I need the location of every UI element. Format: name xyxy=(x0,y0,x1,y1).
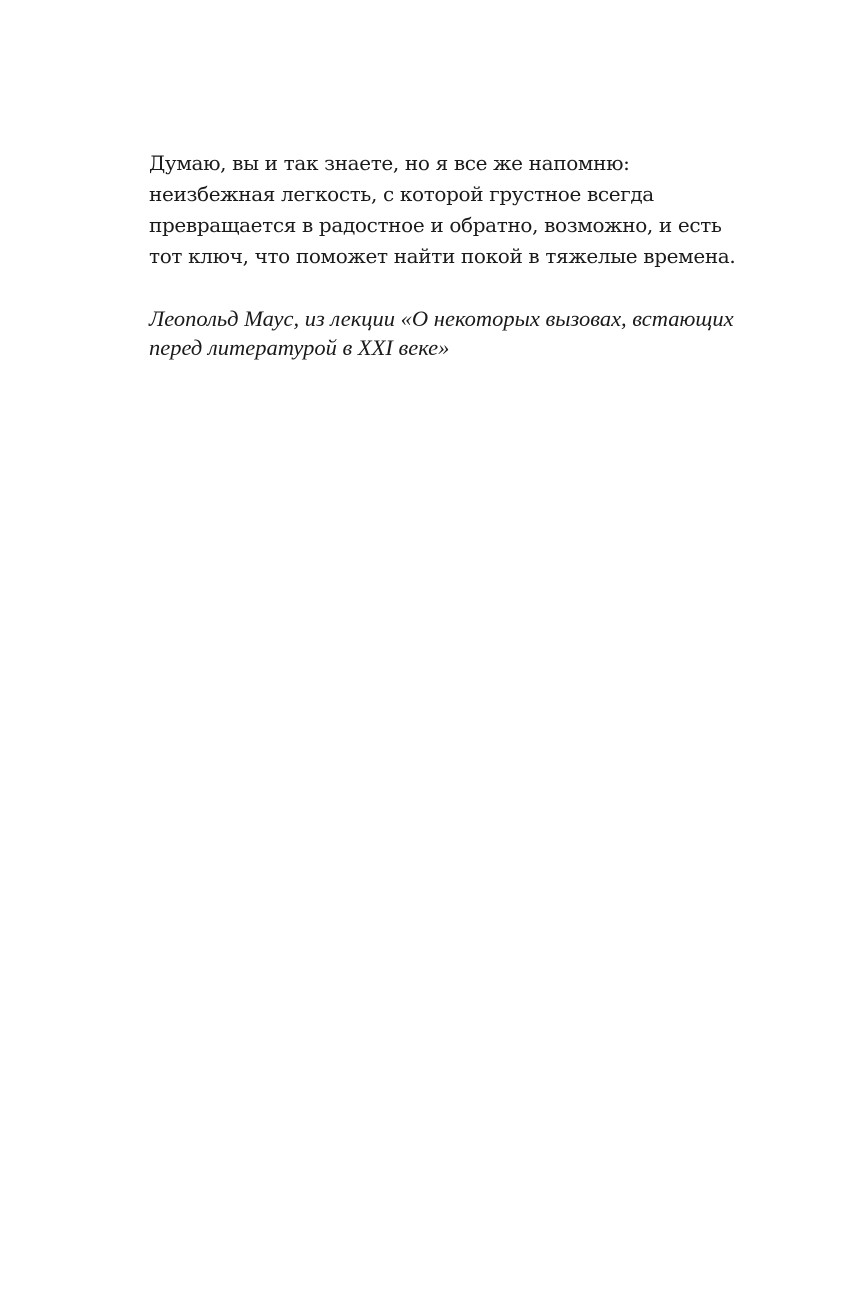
epigraph-quote xyxy=(149,148,749,272)
quote-line: неизбежная легкость, с которой грустное всегда xyxy=(149,182,654,206)
epigraph xyxy=(149,148,749,362)
quote-line: Думаю, вы и так знаете, но я все же напомню: xyxy=(149,151,630,175)
epigraph-attribution xyxy=(149,304,749,362)
attribution-line: перед литературой в XXI веке» xyxy=(149,335,450,360)
quote-line: тот ключ, что поможет найти покой в тяжелые времена. xyxy=(149,244,736,268)
quote-line: превращается в радостное и обратно, возможно, и есть xyxy=(149,213,722,237)
attribution-line: Леопольд Маус, из лекции «О некоторых вызовах, встающих xyxy=(149,306,734,331)
